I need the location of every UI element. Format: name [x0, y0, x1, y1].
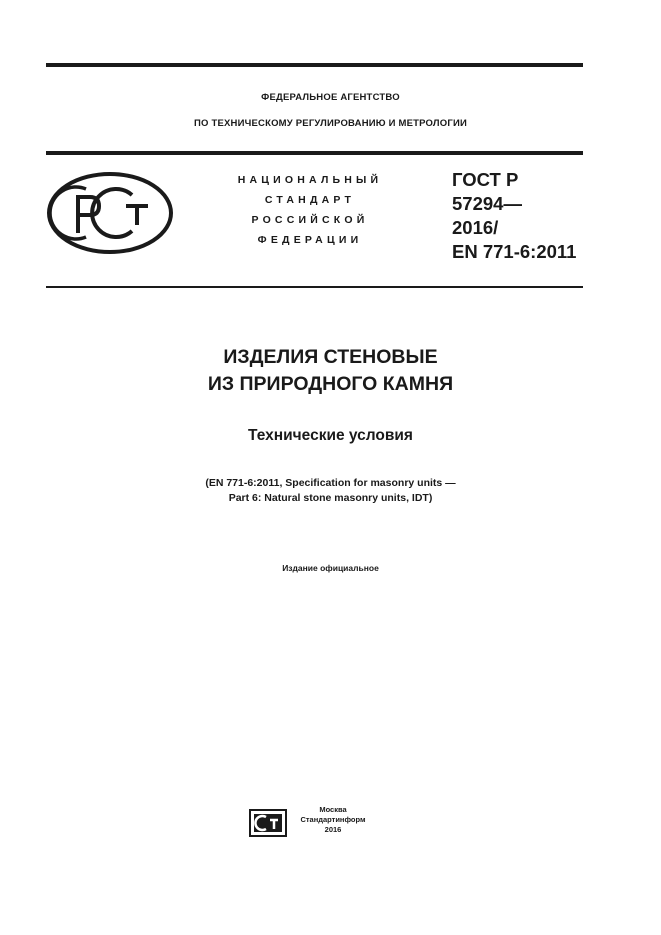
national-standard-line-2: СТАНДАРТ: [264, 194, 356, 206]
national-standard-line-1: НАЦИОНАЛЬНЫЙ: [237, 174, 383, 186]
designation-line-2: 57294—: [452, 193, 522, 214]
national-standard-line-3: РОССИЙСКОЙ: [251, 214, 369, 226]
designation-line-1: ГОСТ Р: [452, 169, 519, 190]
rst-logo-icon: [46, 171, 174, 255]
equivalence-line-2: Part 6: Natural stone masonry units, IDT): [228, 492, 433, 504]
national-standard-line-4: ФЕДЕРАЦИИ: [257, 234, 363, 246]
document-subtitle: Технические условия: [248, 427, 413, 444]
top-rule: [46, 63, 583, 67]
designation-line-3: 2016/: [452, 217, 499, 238]
publisher-name: Стандартинформ: [300, 815, 366, 824]
standard-designation: [452, 168, 576, 264]
designation-line-4: EN 771-6:2011: [452, 241, 577, 262]
title-line-1: ИЗДЕЛИЯ СТЕНОВЫЕ: [223, 346, 438, 368]
standartinform-logo-icon: [248, 808, 288, 838]
divider-rule: [46, 286, 583, 288]
equivalence-line-1: (EN 771-6:2011, Specification for masonry units —: [205, 477, 456, 489]
publisher-city: Москва: [319, 805, 347, 814]
publisher-year: 2016: [324, 825, 342, 834]
edition-label: Издание официальное: [282, 563, 379, 573]
title-line-2: ИЗ ПРИРОДНОГО КАМНЯ: [207, 373, 454, 395]
document-title: [0, 344, 661, 398]
agency-line-2: ПО ТЕХНИЧЕСКОМУ РЕГУЛИРОВАНИЮ И МЕТРОЛОГИИ: [194, 118, 467, 129]
equivalence-note: [0, 476, 661, 506]
national-standard-label: [205, 170, 415, 250]
publisher-info: [296, 805, 370, 835]
agency-line-1: ФЕДЕРАЛЬНОЕ АГЕНТСТВО: [261, 92, 400, 103]
header-rule: [46, 151, 583, 155]
